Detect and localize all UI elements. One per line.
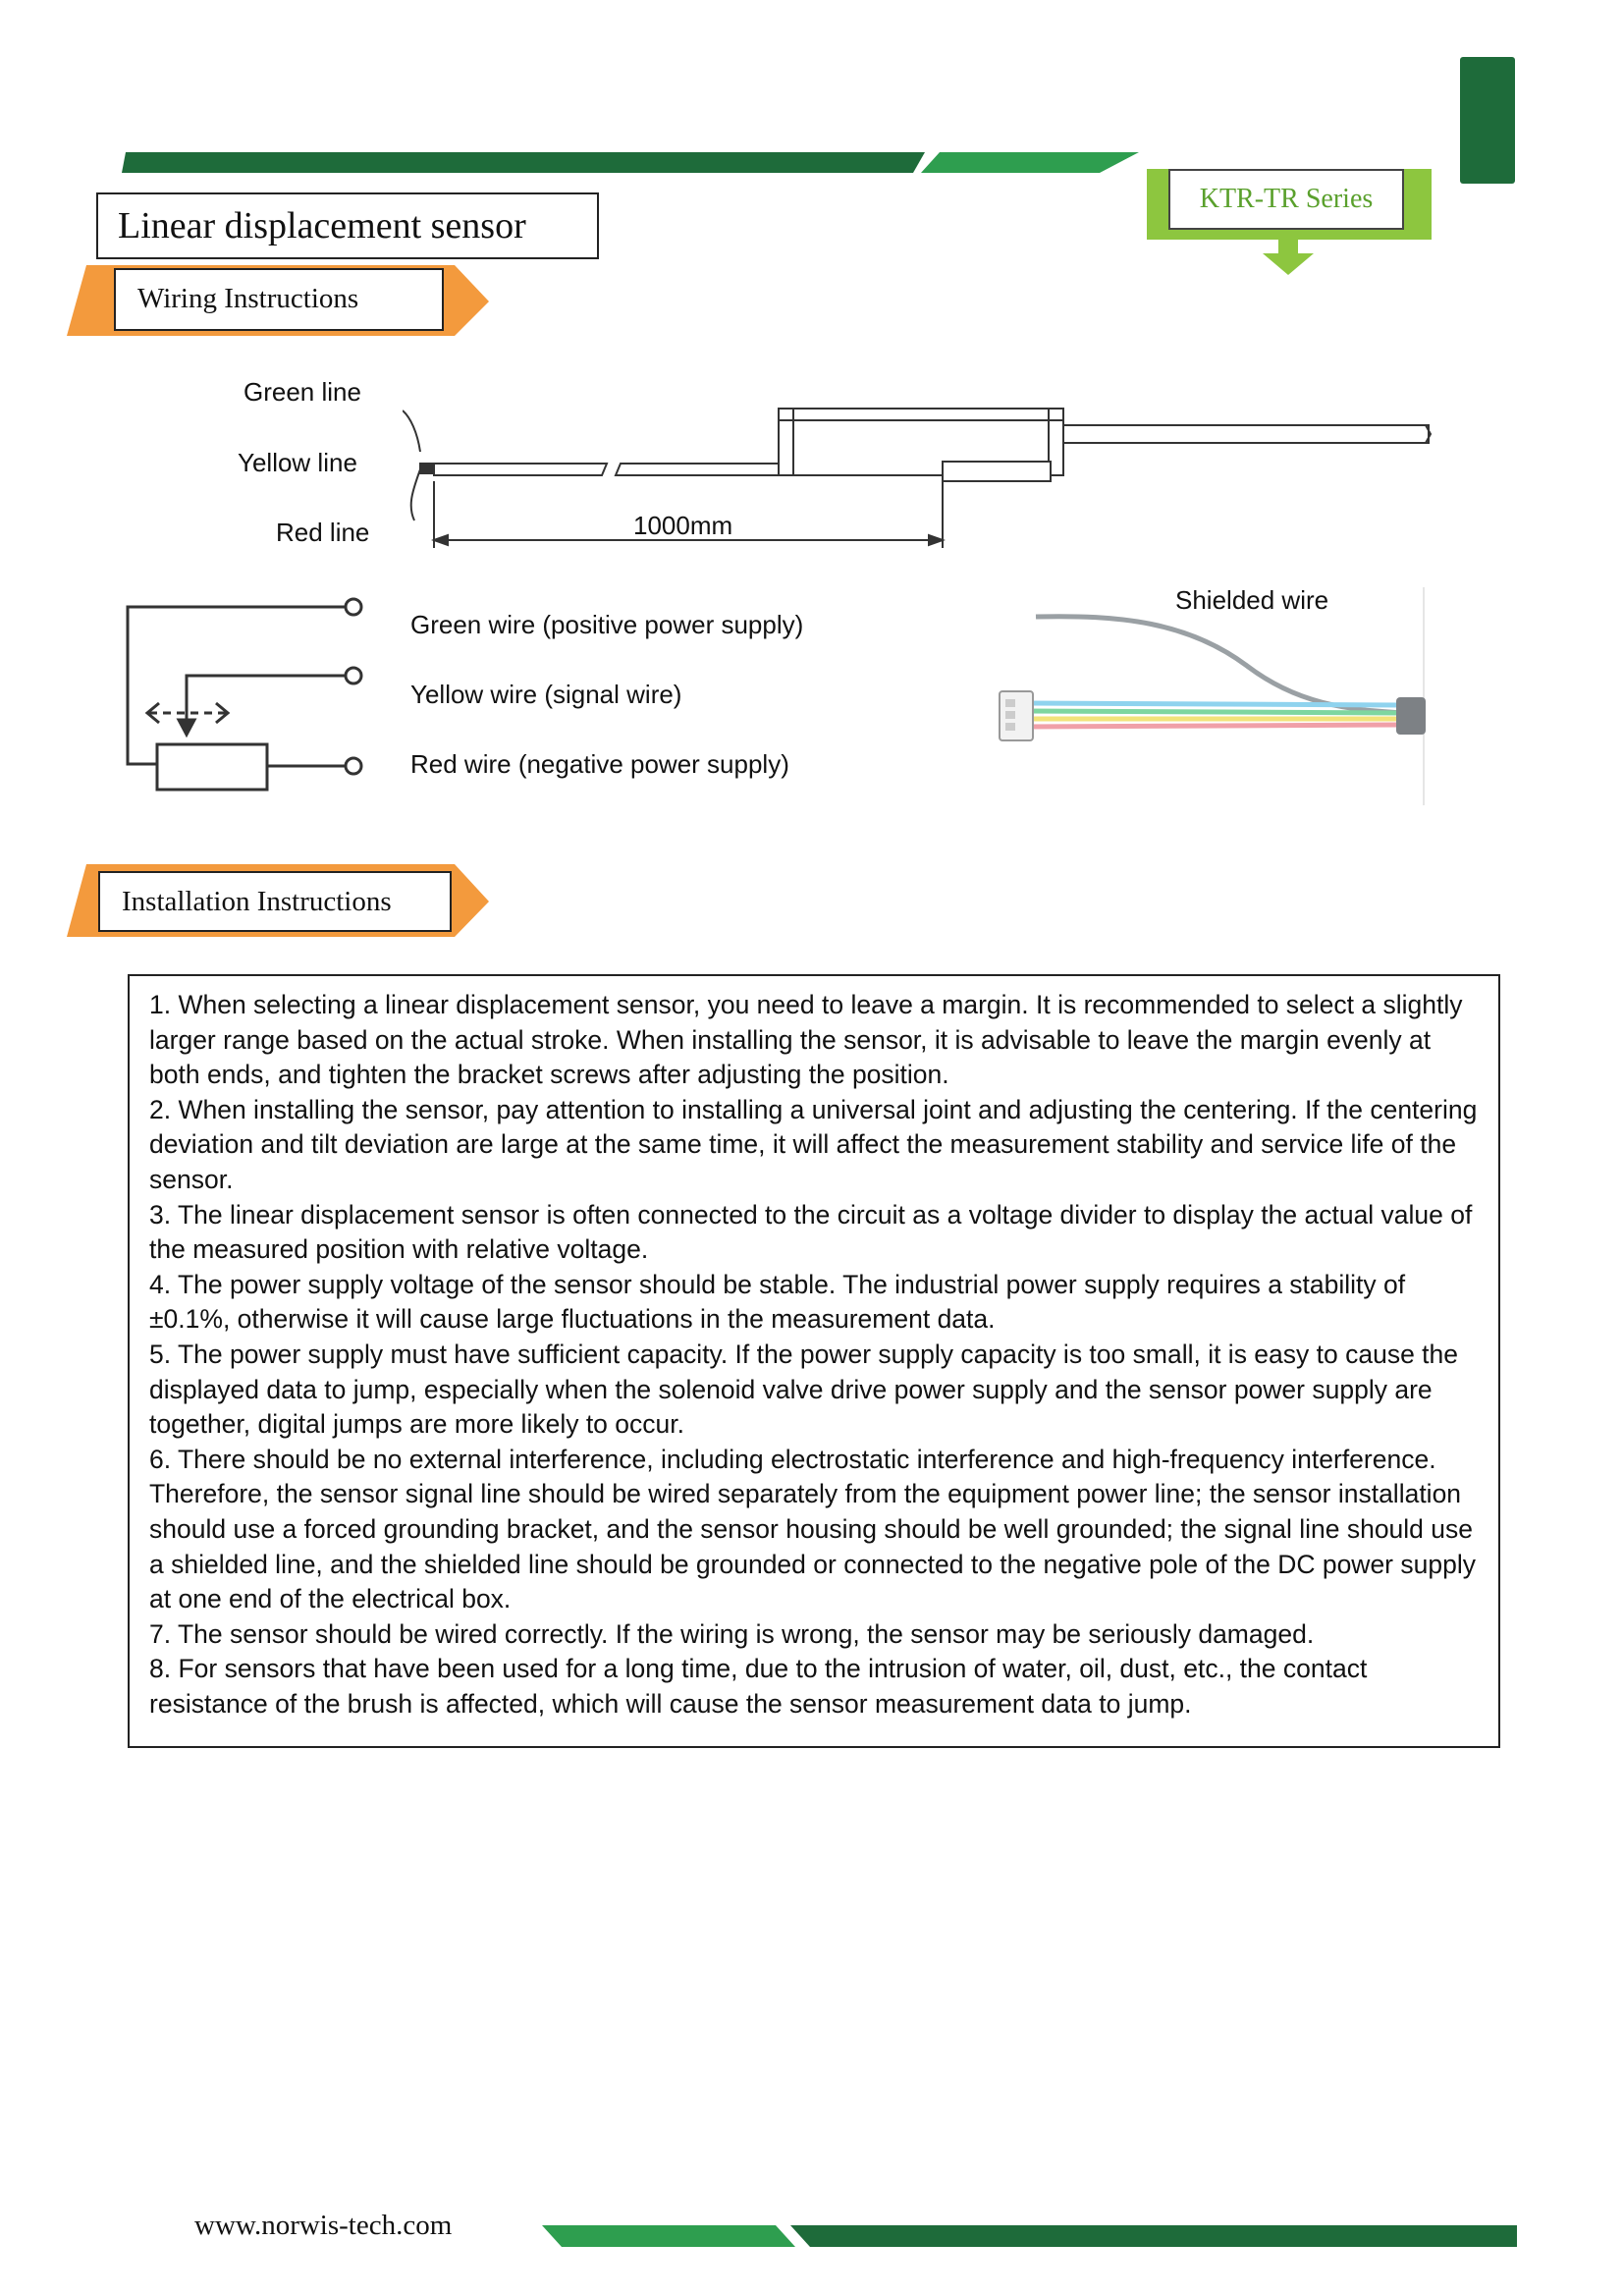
- red-wire-description: Red wire (negative power supply): [410, 749, 789, 779]
- series-arrow-icon: [1263, 240, 1314, 275]
- instruction-item-5: 5. The power supply must have sufficient capacity. If the power supply capacity is too small, it is easy to cause the displayed data to jump, especially when the solenoid valve drive power supply and the sensor power supply are together, digital jumps are more likely to occur.: [149, 1339, 1459, 1440]
- footer-url[interactable]: www.norwis-tech.com: [194, 2210, 453, 2241]
- shielded-wire-picture: [992, 587, 1429, 805]
- installation-heading: Installation Instructions: [98, 871, 452, 932]
- green-line-label: Green line: [243, 377, 361, 407]
- length-label: 1000mm: [633, 511, 733, 540]
- header-stripe: [118, 147, 1149, 177]
- instruction-item-2: 2. When installing the sensor, pay attention to installing a universal joint and adjusting the centering. If the centering deviation and tilt deviation are large at the same time, it will affect the measurement stability and service life of the sensor.: [149, 1094, 1478, 1194]
- instruction-item-7: 7. The sensor should be wired correctly. If the wiring is wrong, the sensor may be seriously damaged.: [149, 1618, 1315, 1649]
- series-badge: KTR-TR Series: [1168, 169, 1404, 230]
- wiring-heading: Wiring Instructions: [114, 268, 444, 331]
- yellow-line-label: Yellow line: [238, 448, 357, 477]
- instruction-item-8: 8. For sensors that have been used for a long time, due to the intrusion of water, oil, dust, etc., the contact resistance of the brush is affected, which will cause the sensor measurement data to jump.: [149, 1654, 1368, 1719]
- page-title: Linear displacement sensor: [96, 192, 599, 259]
- schematic-diagram: [110, 558, 375, 803]
- green-wire-description: Green wire (positive power supply): [410, 610, 804, 639]
- red-line-label: Red line: [276, 518, 370, 547]
- instruction-item-4: 4. The power supply voltage of the sensor should be stable. The industrial power supply requires a stability of ±0.1%, otherwise it will cause large fluctuations in the measurement data.: [149, 1269, 1406, 1335]
- shielded-wire-label: Shielded wire: [1175, 585, 1329, 615]
- installation-instructions-box: [128, 974, 1500, 1748]
- footer-stripe: [540, 2221, 1522, 2251]
- corner-tab: [1460, 57, 1515, 184]
- sensor-drawing: [403, 393, 1434, 560]
- instruction-item-3: 3. The linear displacement sensor is often connected to the circuit as a voltage divider to display the actual value of the measured position with relative voltage.: [149, 1199, 1473, 1265]
- instruction-item-6: 6. There should be no external interference, including electrostatic interference and high-frequency interference. Therefore, the sensor signal line should be wired separately from the equipment power line; the sensor installation should use a forced grounding bracket, and the sensor housing should be well grounded; the signal line should use a shielded line, and the shielded line should be grounded or connected to the negative pole of the DC power supply at one end of the electrical box.: [149, 1444, 1476, 1614]
- instruction-item-1: 1. When selecting a linear displacement sensor, you need to leave a margin. It is recommended to select a slightly larger range based on the actual stroke. When installing the sensor, it is advisable to leave the margin evenly at both ends, and tighten the bracket screws after adjusting the position.: [149, 990, 1463, 1090]
- yellow-wire-description: Yellow wire (signal wire): [410, 680, 682, 709]
